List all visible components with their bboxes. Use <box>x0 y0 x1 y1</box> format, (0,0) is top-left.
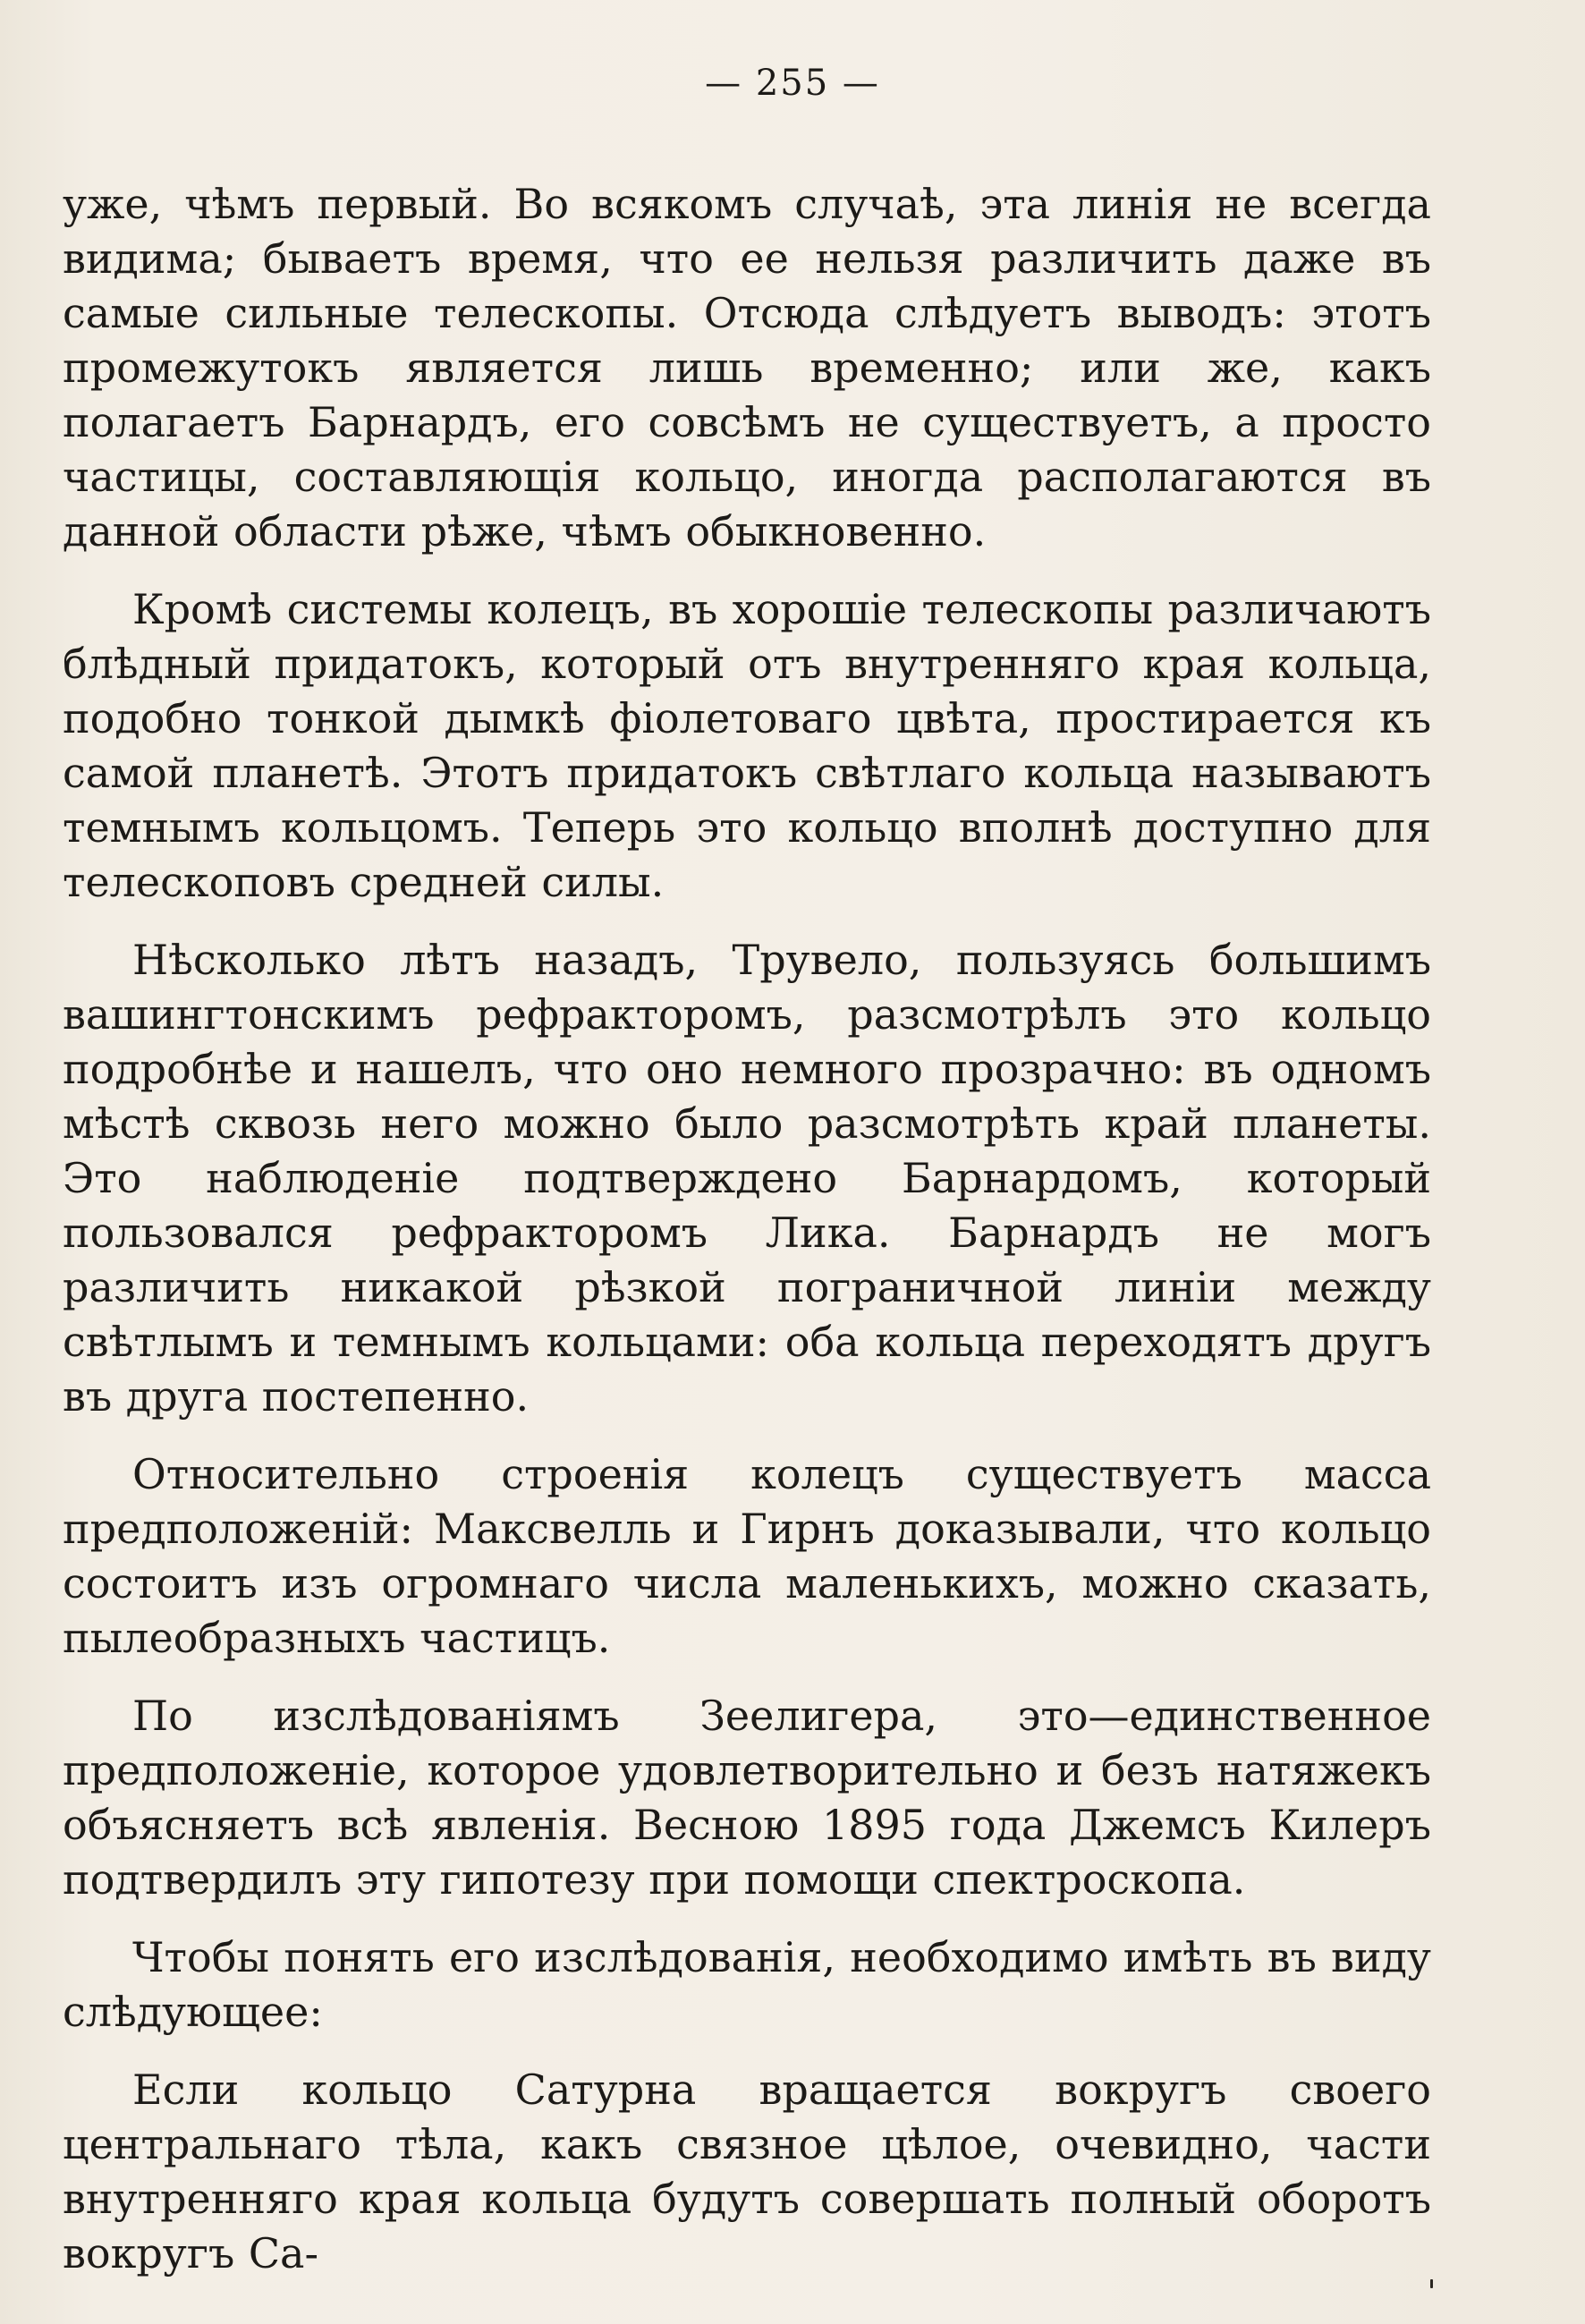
paragraph-seeliger: По изслѣдованіямъ Зеелигера, это—единственное предположеніе, которое удовлетворительно и безъ натяжекъ объясняетъ всѣ явленія. Весною 1895 года Джемсъ Килеръ подтвердилъ эту гипотезу при помощи спектроскопа. <box>63 1692 1431 1904</box>
print-speck <box>1430 2279 1433 2288</box>
paragraph-continuation: уже, чѣмъ первый. Во всякомъ случаѣ, эта линія не всегда видима; бываетъ время, что ее нельзя различить даже въ самые сильные телескопы. Отсюда слѣдуетъ выводъ: этотъ промежутокъ является лишь временно; или же, какъ полагаетъ Барнардъ, его совсѣмъ не существуетъ, а просто частицы, составляющія кольцо, иногда располагаются въ данной области рѣже, чѣмъ обыкновенно. <box>63 180 1431 556</box>
paragraph-trouvelot: Нѣсколько лѣтъ назадъ, Трувело, пользуясь большимъ вашингтонскимъ рефракторомъ, разсмотрѣлъ это кольцо подробнѣе и нашелъ, что оно немного прозрачно: въ одномъ мѣстѣ сквозь него можно было разсмотрѣть край планеты. Это наблюденіе подтверждено Барнардомъ, который пользовался рефракторомъ Лика. Барнардъ не могъ различить никакой рѣзкой пограничной линіи между свѣтлымъ и темнымъ кольцами: оба кольца переходятъ другъ въ друга постепенно. <box>63 936 1431 1421</box>
body-text <box>63 177 1431 2281</box>
paragraph-rotation: Если кольцо Сатурна вращается вокругъ своего центральнаго тѣла, какъ связное цѣлое, очевидно, части внутренняго края кольца будутъ совершать полный оборотъ вокругъ Са- <box>63 2065 1431 2277</box>
paragraph-ring-structure: Относительно строенія колецъ существуетъ масса предположеній: Максвелль и Гирнъ доказывали, что кольцо состоитъ изъ огромнаго числа маленькихъ, можно сказать, пылеобразныхъ частицъ. <box>63 1450 1431 1662</box>
paragraph-preface: Чтобы понять его изслѣдованія, необходимо имѣть въ виду слѣдующее: <box>63 1933 1431 2036</box>
paragraph-dark-ring: Кромѣ системы колецъ, въ хорошіе телескопы различаютъ блѣдный придатокъ, который отъ внутренняго края кольца, подобно тонкой дымкѣ фіолетоваго цвѣта, простирается къ самой планетѣ. Этотъ придатокъ свѣтлаго кольца называютъ темнымъ кольцомъ. Теперь это кольцо вполнѣ доступно для телескоповъ средней силы. <box>63 585 1431 906</box>
page-number: — 255 — <box>705 63 880 104</box>
